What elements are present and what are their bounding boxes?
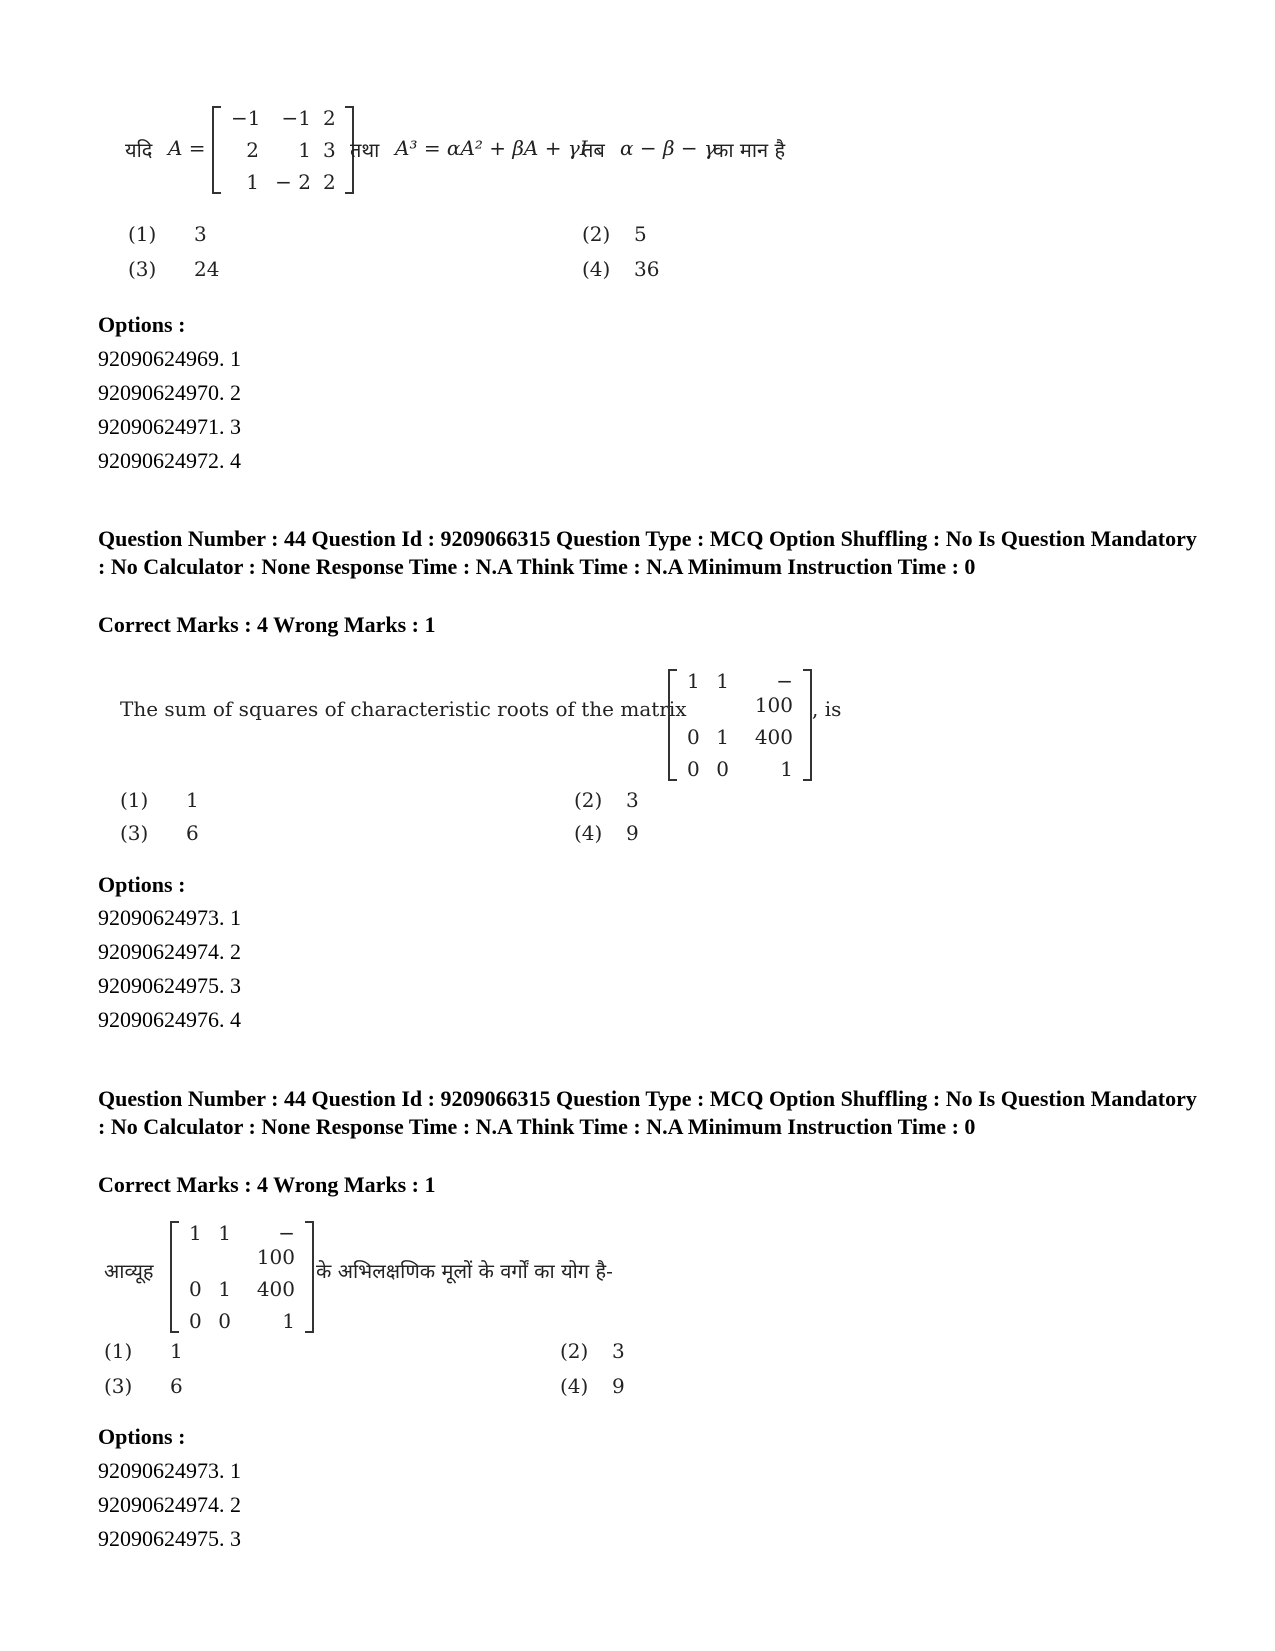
q43-lead: यदि (125, 138, 153, 162)
q44-hi-option-3: 92090624975. 3 (98, 1526, 241, 1551)
q44-en-choice-1: (1) 1 (120, 788, 199, 812)
q43-matrix: −1 −1 2 2 1 3 1 − 2 2 (212, 106, 354, 194)
question-43-image (0, 0, 1275, 290)
q43-trail-2: तब (582, 138, 605, 162)
q44-en-meta: Question Number : 44 Question Id : 9209066315 Question Type : MCQ Option Shuffling : No Is Question Mandatory : No Calculator : None Response Time : N.A Think Time : N.A Minimum Instruction Time : 0 (98, 526, 1197, 579)
q44-hi-choice-3: (3) 6 (104, 1374, 183, 1398)
q44-en-option-4: 92090624976. 4 (98, 1007, 241, 1032)
q43-choice-3: (3) 24 (128, 257, 220, 281)
q44-hi-meta: Question Number : 44 Question Id : 9209066315 Question Type : MCQ Option Shuffling : No Is Question Mandatory : No Calculator : None Response Time : N.A Think Time : N.A Minimum Instruction Time : 0 (98, 1086, 1197, 1139)
q44-en-marks: Correct Marks : 4 Wrong Marks : 1 (98, 612, 436, 637)
q43-options-label: Options : (98, 312, 186, 337)
question-44-hi-image (0, 1215, 1275, 1405)
q43-expr: α − β − γ (620, 136, 716, 160)
q43-choice-2: (2) 5 (582, 222, 647, 246)
q44-en-options-label: Options : (98, 872, 186, 897)
q43-choice-4: (4) 36 (582, 257, 660, 281)
q44-en-text: The sum of squares of characteristic roots of the matrix (120, 697, 687, 721)
q44-hi-choice-2: (2) 3 (560, 1339, 625, 1363)
q44-en-choice-4: (4) 9 (574, 821, 639, 845)
question-44-en-image (0, 655, 1275, 845)
q44-en-matrix: 1 1 − 100 0 1 400 0 0 1 (668, 669, 812, 781)
q44-en-suffix: , is (812, 697, 842, 721)
q43-equation: A³ = αA² + βA + γI (395, 136, 588, 160)
q44-hi-matrix: 1 1 − 100 0 1 400 0 0 1 (170, 1221, 314, 1333)
q44-en-choice-2: (2) 3 (574, 788, 639, 812)
q44-hi-marks: Correct Marks : 4 Wrong Marks : 1 (98, 1172, 436, 1197)
q44-en-option-1: 92090624973. 1 (98, 905, 241, 930)
q44-hi-options-label: Options : (98, 1424, 186, 1449)
q44-hi-choice-1: (1) 1 (104, 1339, 183, 1363)
q44-hi-lead: आव्यूह (104, 1259, 154, 1283)
q43-choice-1: (1) 3 (128, 222, 207, 246)
q44-en-option-2: 92090624974. 2 (98, 939, 241, 964)
q44-en-choice-3: (3) 6 (120, 821, 199, 845)
q44-en-option-3: 92090624975. 3 (98, 973, 241, 998)
q43-option-3: 92090624971. 3 (98, 414, 241, 439)
q43-trail-1: तथा (350, 138, 380, 162)
q43-option-1: 92090624969. 1 (98, 346, 241, 371)
q43-option-4: 92090624972. 4 (98, 448, 241, 473)
q44-hi-choice-4: (4) 9 (560, 1374, 625, 1398)
q44-hi-text: के अभिलक्षणिक मूलों के वर्गों का योग है- (316, 1259, 613, 1283)
q43-trail-3: का मान है (713, 138, 786, 162)
q44-hi-option-2: 92090624974. 2 (98, 1492, 241, 1517)
q43-option-2: 92090624970. 2 (98, 380, 241, 405)
q43-var: A = (168, 136, 206, 160)
q44-hi-option-1: 92090624973. 1 (98, 1458, 241, 1483)
